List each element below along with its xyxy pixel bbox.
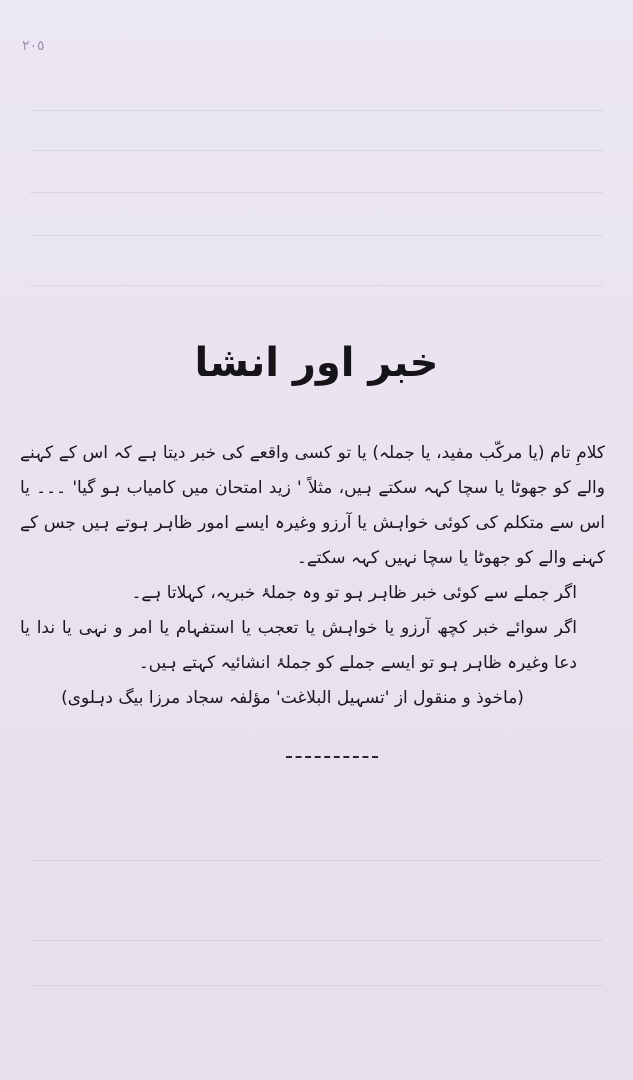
- show-through-line: [30, 235, 603, 236]
- show-through-line: [30, 985, 603, 986]
- show-through-line: [30, 940, 603, 941]
- dashed-separator: [286, 756, 378, 758]
- paragraph-khabariya: اگر جملے سے کوئی خبر ظاہر ہو تو وہ جملۂ خبریہ، کہلاتا ہے۔: [131, 583, 577, 603]
- show-through-line: [30, 150, 603, 151]
- paragraph-definition: کلامِ تام (یا مرکّب مفید، یا جملہ) یا تو کسی واقعے کی خبر دیتا ہے کہ اس کے کہنے والے کو جھوٹا یا سچا کہہ سکتے ہیں، مثلاً ' زید امتحان میں کامیاب ہو گیا' ۔۔۔ یا اس سے متکلم کی کوئی خواہش یا آرزو وغیرہ ایسے امور ظاہر ہوتے ہیں جس کے کہنے والے کو جھوٹا یا سچا نہیں کہہ سکتے۔: [20, 443, 605, 568]
- page-number: ٢٠٥: [22, 38, 45, 54]
- paragraph-inshaiya: اگر سوائے خبر کچھ آرزو یا خواہش یا تعجب یا استفہام یا امر و نہی یا ندا یا دعا وغیرہ ظاہر ہو تو ایسے جملے کو جملۂ انشائیہ کہتے ہیں۔: [20, 618, 577, 673]
- show-through-line: [30, 110, 603, 111]
- source-citation: (ماخوذ و منقول از 'تسہیل البلاغت' مؤلفہ سجاد مرزا بیگ دہلوی): [61, 688, 524, 708]
- body-text: [20, 436, 605, 716]
- show-through-line: [30, 860, 603, 861]
- show-through-line: [30, 192, 603, 193]
- page-title: خبر اور انشا: [194, 340, 439, 386]
- show-through-line: [30, 285, 603, 286]
